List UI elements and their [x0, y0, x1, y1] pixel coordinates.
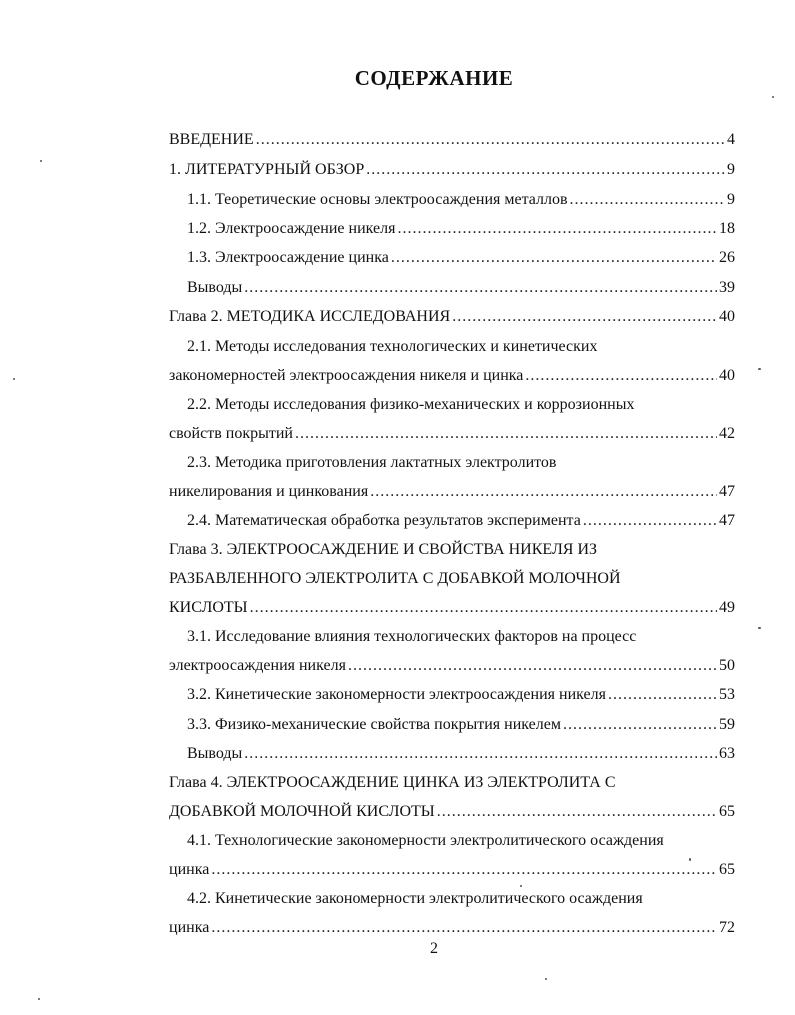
toc-entry[interactable]: [187, 279, 735, 303]
toc-entry-title: электроосаждения никеля: [169, 657, 346, 674]
toc-entry[interactable]: [187, 745, 735, 769]
toc-entry[interactable]: [169, 599, 735, 623]
toc-entry[interactable]: [169, 657, 735, 681]
toc-entry-title-first-line[interactable]: 4.2. Кинетические закономерности электролитического осаждения: [187, 890, 643, 907]
toc-entry-page: 4: [727, 131, 735, 148]
scan-speck: [545, 978, 547, 980]
toc-entry-title: 3.2. Кинетические закономерности электроосаждения никеля: [187, 686, 606, 703]
leader-dots: [370, 483, 717, 501]
toc-entry[interactable]: [169, 367, 735, 391]
toc-entry[interactable]: [187, 686, 735, 710]
leader-dots: [570, 191, 725, 209]
leader-dots: [366, 161, 725, 179]
toc-entry-title-first-line[interactable]: 2.2. Методы исследования физико-механических и коррозионных: [187, 396, 635, 413]
leader-dots: [211, 919, 717, 937]
leader-dots: [397, 220, 717, 238]
toc-entry-title: закономерностей электроосаждения никеля и цинка: [169, 367, 524, 384]
toc-entry-page: 72: [719, 919, 735, 936]
page-number: 2: [430, 940, 438, 957]
scan-speck: [758, 368, 761, 370]
toc-entry[interactable]: [187, 249, 735, 273]
toc-entry-title: Глава 2. МЕТОДИКА ИССЛЕДОВАНИЯ: [169, 308, 451, 325]
toc-entry-title-first-line[interactable]: 2.1. Методы исследования технологических и кинетических: [187, 338, 598, 355]
leader-dots: [250, 599, 717, 617]
toc-entry-page: 50: [719, 657, 735, 674]
toc-entry-title: ВВЕДЕНИЕ: [169, 131, 254, 148]
scan-speck: [13, 378, 15, 380]
toc-entry[interactable]: [169, 483, 735, 507]
toc-entry-page: 18: [719, 220, 735, 237]
toc-entry-title: КИСЛОТЫ: [169, 599, 248, 616]
toc-entry-page: 47: [719, 512, 735, 529]
leader-dots: [256, 131, 725, 149]
scan-speck: [758, 627, 761, 629]
leader-dots: [348, 657, 717, 675]
toc-entry-title: Выводы: [187, 279, 243, 296]
toc-entry[interactable]: [169, 861, 735, 885]
page-title: СОДЕРЖАНИЕ: [354, 66, 514, 90]
toc-entry-title: 1.2. Электроосаждение никеля: [187, 220, 396, 237]
toc-entry-title: 1.1. Теоретические основы электроосаждения металлов: [187, 191, 568, 208]
toc-entry-title: Выводы: [187, 745, 243, 762]
toc-entry[interactable]: [187, 220, 735, 244]
toc-entry-title-first-line[interactable]: 2.3. Методика приготовления лактатных электролитов: [187, 454, 557, 471]
leader-dots: [563, 716, 717, 734]
leader-dots: [608, 686, 717, 704]
toc-entry-title: цинка: [169, 861, 210, 878]
leader-dots: [525, 367, 717, 385]
leader-dots: [211, 861, 717, 879]
leader-dots: [391, 249, 717, 267]
toc-entry[interactable]: [169, 308, 735, 332]
scan-speck: [772, 96, 774, 98]
toc-entry[interactable]: [169, 425, 735, 449]
toc-entry[interactable]: [169, 803, 735, 827]
toc-entry-title: свойств покрытий: [169, 425, 293, 442]
toc-entry-title: никелирования и цинкования: [169, 483, 369, 500]
toc-entry-title: ДОБАВКОЙ МОЛОЧНОЙ КИСЛОТЫ: [169, 803, 435, 820]
scan-speck: [520, 885, 522, 887]
leader-dots: [437, 803, 717, 821]
scan-speck: [689, 858, 691, 861]
toc-entry[interactable]: [169, 161, 735, 185]
toc-entry-title: 2.4. Математическая обработка результатов эксперимента: [187, 512, 581, 529]
toc-entry-title: 3.3. Физико-механические свойства покрытия никелем: [187, 716, 561, 733]
toc-entry-title: цинка: [169, 919, 210, 936]
toc-entry-title-first-line[interactable]: 3.1. Исследование влияния технологических факторов на процесс: [187, 628, 637, 645]
toc-entry-title-first-line[interactable]: Глава 3. ЭЛЕКТРООСАЖДЕНИЕ И СВОЙСТВА НИКЕЛЯ ИЗ: [169, 541, 598, 558]
toc-entry-page: 26: [719, 249, 735, 266]
toc-entry-page: 42: [719, 425, 735, 442]
toc-entry-title-second-line[interactable]: РАЗБАВЛЕННОГО ЭЛЕКТРОЛИТА С ДОБАВКОЙ МОЛОЧНОЙ: [169, 570, 621, 587]
toc-entry-page: 65: [719, 861, 735, 878]
toc-entry-page: 49: [719, 599, 735, 616]
toc-entry-page: 9: [727, 161, 735, 178]
toc-entry-page: 40: [719, 367, 735, 384]
toc-entry-title: 1. ЛИТЕРАТУРНЫЙ ОБЗОР: [169, 161, 365, 178]
toc-entry-page: 53: [719, 686, 735, 703]
toc-entry-page: 9: [727, 191, 735, 208]
leader-dots: [244, 745, 717, 763]
toc-entry-page: 65: [719, 803, 735, 820]
toc-entry-title-first-line[interactable]: Глава 4. ЭЛЕКТРООСАЖДЕНИЕ ЦИНКА ИЗ ЭЛЕКТРОЛИТА С: [169, 774, 616, 791]
toc-entry-page: 40: [719, 308, 735, 325]
toc-entry[interactable]: [169, 131, 735, 155]
leader-dots: [583, 512, 717, 530]
leader-dots: [295, 425, 717, 443]
toc-entry-title-first-line[interactable]: 4.1. Технологические закономерности электролитического осаждения: [187, 832, 664, 849]
scan-speck: [40, 160, 42, 162]
scan-speck: [38, 998, 40, 1000]
toc-entry[interactable]: [187, 191, 735, 215]
toc-entry-page: 47: [719, 483, 735, 500]
leader-dots: [244, 279, 717, 297]
toc-entry-page: 63: [719, 745, 735, 762]
toc-entry-page: 39: [719, 279, 735, 296]
toc-entry-page: 59: [719, 716, 735, 733]
toc-entry[interactable]: [187, 716, 735, 740]
toc-entry[interactable]: [187, 512, 735, 536]
toc-entry-title: 1.3. Электроосаждение цинка: [187, 249, 389, 266]
leader-dots: [452, 308, 717, 326]
